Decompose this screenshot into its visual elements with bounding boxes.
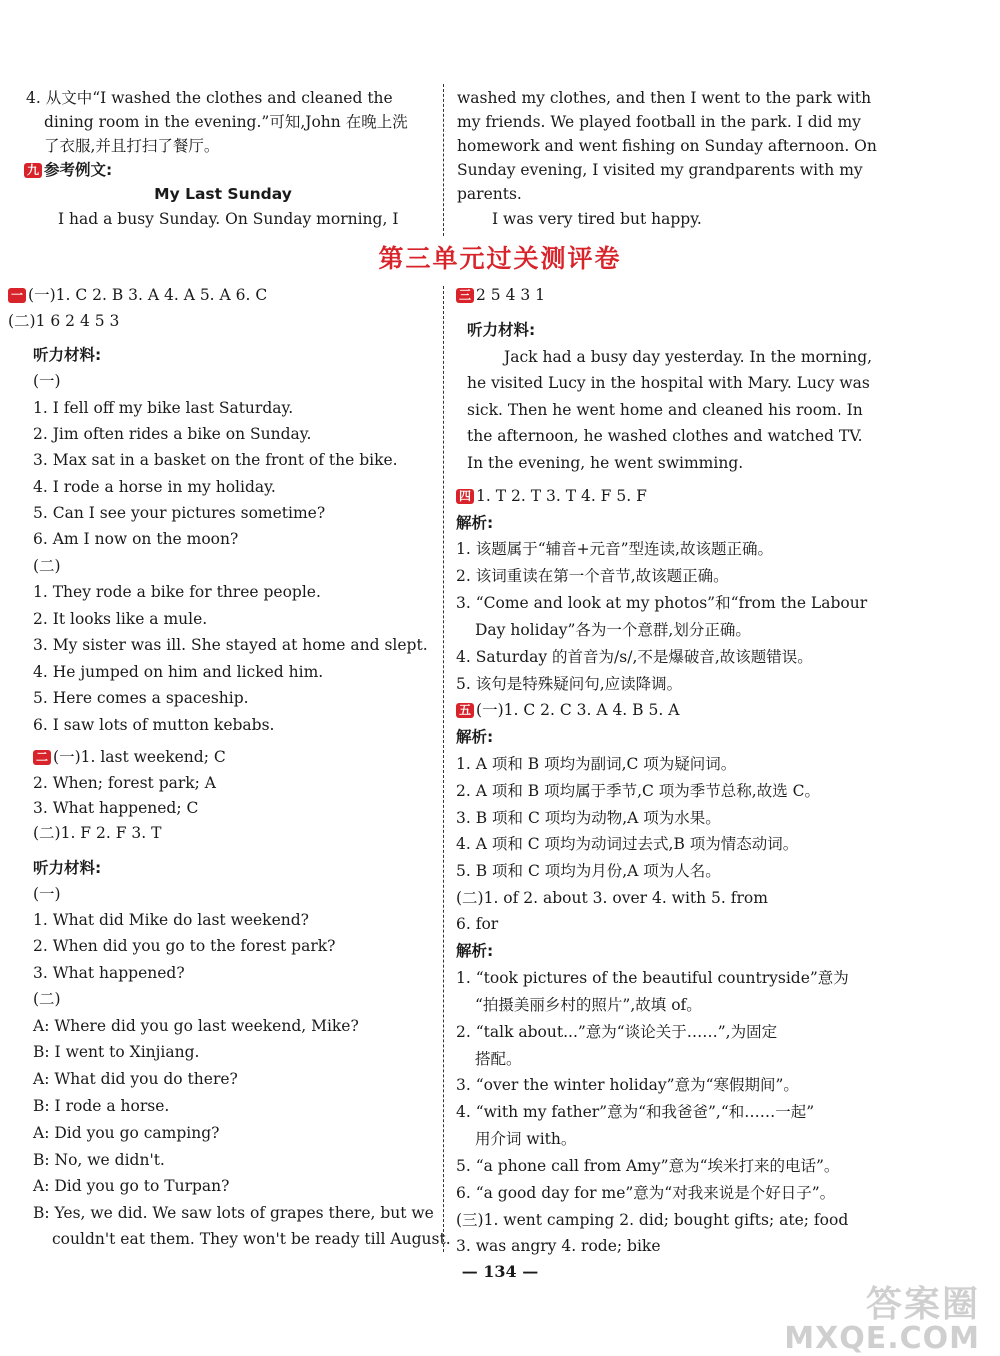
- list-item: 5. Here comes a spaceship.: [33, 689, 249, 707]
- watermark-logo-text: 答案圈: [865, 1284, 980, 1325]
- section-5-answers: [456, 698, 679, 722]
- part-label: (一): [33, 885, 61, 903]
- list-item: 3. My sister was ill. She stayed at home and slept.: [33, 636, 428, 654]
- listening-label: 听力材料:: [467, 321, 536, 339]
- analysis-label: 解析:: [456, 728, 494, 746]
- section-4-line: 1. T 2. T 3. T 4. F 5. F: [476, 487, 647, 505]
- dialog-line: B: No, we didn't.: [33, 1151, 165, 1169]
- section-1-line: (一)1. C 2. B 3. A 4. A 5. A 6. C: [28, 286, 268, 304]
- page-number: — 134 —: [461, 1262, 539, 1281]
- watermark: [784, 1276, 980, 1356]
- listening-text: the afternoon, he washed clothes and watched TV.: [467, 427, 863, 445]
- dialog-line: A: What did you do there?: [33, 1070, 238, 1088]
- dialog-line: A: Where did you go last weekend, Mike?: [33, 1017, 359, 1035]
- analysis-item: 3. “over the winter holiday”意为“寒假期间”。: [456, 1076, 799, 1094]
- analysis-item: 2. 该词重读在第一个音节,故该题正确。: [456, 567, 729, 585]
- section-5-line: 6. for: [456, 915, 499, 933]
- essay-line: washed my clothes, and then I went to the park with: [457, 89, 872, 107]
- essay-line: homework and went fishing on Sunday afternoon. On: [457, 137, 877, 155]
- section-2-line: (一)1. last weekend; C: [53, 748, 226, 766]
- analysis-item: Day holiday”各为一个意群,划分正确。: [475, 621, 751, 639]
- analysis-item: 4. A 项和 C 项均为动词过去式,B 项为情态动词。: [456, 835, 799, 853]
- listening-label: 听力材料:: [33, 859, 102, 877]
- section-2-line: 2. When; forest park; A: [33, 774, 217, 792]
- analysis-item: 1. 该题属于“辅音+元音”型连读,故该题正确。: [456, 540, 773, 558]
- part-label: (二): [33, 557, 61, 575]
- list-item: 1. I fell off my bike last Saturday.: [33, 399, 294, 417]
- section-1-answers: [8, 283, 267, 307]
- listening-label: 听力材料:: [33, 346, 102, 364]
- section-5-line: 3. was angry 4. rode; bike: [456, 1237, 661, 1255]
- dialog-line: B: Yes, we did. We saw lots of grapes there, but we: [33, 1204, 434, 1222]
- list-item: 2. When did you go to the forest park?: [33, 937, 336, 955]
- section-3-line: 2 5 4 3 1: [476, 286, 546, 304]
- section-2-line: (二)1. F 2. F 3. T: [33, 824, 162, 842]
- part-label: (二): [33, 990, 61, 1008]
- listening-text: he visited Lucy in the hospital with Mary. Lucy was: [467, 374, 870, 392]
- list-item: 3. What happened?: [33, 964, 185, 982]
- section-badge-2: 二: [33, 750, 51, 765]
- analysis-item: 搭配。: [475, 1050, 522, 1068]
- essay-line: I was very tired but happy.: [492, 210, 702, 228]
- section-9-header: [24, 158, 112, 182]
- analysis-item: 5. 该句是特殊疑问句,应读降调。: [456, 675, 683, 693]
- list-item: 5. Can I see your pictures sometime?: [33, 504, 326, 522]
- reference-label: 参考例文:: [44, 161, 113, 179]
- analysis-item: 5. B 项和 C 项均为月份,A 项为人名。: [456, 862, 721, 880]
- section-badge-3: 三: [456, 288, 474, 303]
- answer-4-cont: dining room in the evening.”可知,John 在晚上洗: [44, 113, 408, 131]
- section-2-answers: [33, 745, 226, 769]
- list-item: 3. Max sat in a basket on the front of the bike.: [33, 451, 398, 469]
- essay-line: my friends. We played football in the park. I did my: [457, 113, 861, 131]
- analysis-item: 5. “a phone call from Amy”意为“埃米打来的电话”。: [456, 1157, 840, 1175]
- analysis-item: 3. “Come and look at my photos”和“from the Labour: [456, 594, 868, 612]
- list-item: 2. It looks like a mule.: [33, 610, 208, 628]
- list-item: 1. They rode a bike for three people.: [33, 583, 321, 601]
- part-label: (一): [33, 372, 61, 390]
- analysis-item: 4. Saturday 的首音为/s/,不是爆破音,故该题错误。: [456, 648, 813, 666]
- list-item: 6. I saw lots of mutton kebabs.: [33, 716, 275, 734]
- analysis-item: 3. B 项和 C 项均为动物,A 项为水果。: [456, 809, 721, 827]
- section-4-answers: [456, 484, 647, 508]
- listening-text: In the evening, he went swimming.: [467, 454, 744, 472]
- list-item: 1. What did Mike do last weekend?: [33, 911, 309, 929]
- essay-line: Sunday evening, I visited my grandparents with my: [457, 161, 863, 179]
- analysis-item: 用介词 with。: [475, 1130, 577, 1148]
- section-badge-9: 九: [24, 163, 42, 178]
- list-item: 4. I rode a horse in my holiday.: [33, 478, 276, 496]
- dialog-line: couldn't eat them. They won't be ready till August.: [52, 1230, 451, 1248]
- section-badge-4: 四: [456, 489, 474, 504]
- dialog-line: A: Did you go camping?: [33, 1124, 220, 1142]
- analysis-label: 解析:: [456, 942, 494, 960]
- essay-first-line: I had a busy Sunday. On Sunday morning, I: [58, 210, 399, 228]
- section-1-line-2: (二)1 6 2 4 5 3: [8, 312, 120, 330]
- analysis-item: “拍摄美丽乡村的照片”,故填 of。: [475, 996, 702, 1014]
- page-title: 第三单元过关测评卷: [378, 244, 622, 273]
- analysis-item: 4. “with my father”意为“和我爸爸”,“和……一起”: [456, 1103, 815, 1121]
- analysis-item: 1. “took pictures of the beautiful countryside”意为: [456, 969, 849, 987]
- list-item: 6. Am I now on the moon?: [33, 530, 239, 548]
- section-5-line: (二)1. of 2. about 3. over 4. with 5. from: [456, 889, 768, 907]
- analysis-item: 6. “a good day for me”意为“对我来说是个好日子”。: [456, 1184, 836, 1202]
- list-item: 4. He jumped on him and licked him.: [33, 663, 324, 681]
- essay-title: My Last Sunday: [154, 185, 292, 203]
- section-5-line: (三)1. went camping 2. did; bought gifts; ate; food: [456, 1211, 849, 1229]
- column-divider-top: [443, 84, 444, 236]
- analysis-label: 解析:: [456, 514, 494, 532]
- column-divider-main: [443, 286, 444, 1252]
- dialog-line: A: Did you go to Turpan?: [33, 1177, 230, 1195]
- list-item: 2. Jim often rides a bike on Sunday.: [33, 425, 312, 443]
- section-3-answers: [456, 283, 545, 307]
- analysis-item: 1. A 项和 B 项均为副词,C 项为疑问词。: [456, 755, 737, 773]
- analysis-item: 2. A 项和 B 项均属于季节,C 项为季节总称,故选 C。: [456, 782, 821, 800]
- section-badge-5: 五: [456, 703, 474, 718]
- answer-4: 4. 从文中“I washed the clothes and cleaned the: [26, 89, 393, 107]
- listening-text: Jack had a busy day yesterday. In the morning,: [504, 348, 873, 366]
- listening-text: sick. Then he went home and cleaned his room. In: [467, 401, 863, 419]
- essay-line: parents.: [457, 185, 522, 203]
- watermark-url: MXQE.COM: [784, 1321, 980, 1356]
- section-2-line: 3. What happened; C: [33, 799, 199, 817]
- dialog-line: B: I went to Xinjiang.: [33, 1043, 200, 1061]
- section-badge-1: 一: [8, 288, 26, 303]
- section-5-line: (一)1. C 2. C 3. A 4. B 5. A: [476, 701, 680, 719]
- analysis-item: 2. “talk about...”意为“谈论关于……”,为固定: [456, 1023, 778, 1041]
- answer-4-cont: 了衣服,并且打扫了餐厅。: [44, 137, 220, 155]
- dialog-line: B: I rode a horse.: [33, 1097, 170, 1115]
